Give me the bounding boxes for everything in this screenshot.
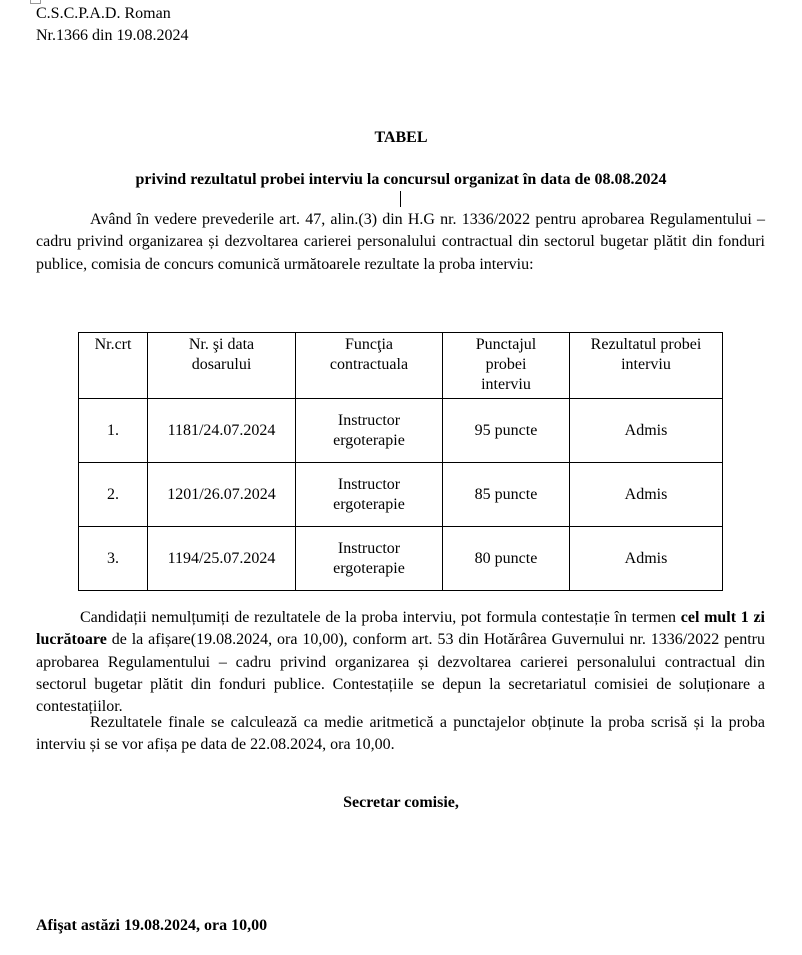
header-punctaj	[443, 333, 570, 399]
institution-name: C.S.C.P.A.D. Roman	[36, 5, 171, 22]
header-functia	[296, 333, 443, 399]
header-dosar	[148, 333, 296, 399]
row-rezultat: Admis	[570, 463, 723, 527]
row-functia	[296, 527, 443, 591]
contest-deadline: cel mult 1 zi lucrătoare	[36, 609, 766, 649]
row-punctaj: 95 puncte	[443, 399, 570, 463]
table-row	[79, 399, 723, 463]
table-header-row	[79, 333, 723, 399]
intro-paragraph: Având în vedere prevederile art. 47, alin.(3) din H.G nr. 1336/2022 pentru aprobarea Regulamentului – cadru privind organizarea și dezvoltarea carierei personalului contractual din sectorul bugetar plătit din fonduri publice, comisia de concurs comunică următoarele rezultate la proba interviu:	[36, 211, 765, 273]
row-nr: 1.	[79, 399, 148, 463]
header-functia-label: Funcţia contractuala	[329, 336, 409, 373]
header-nr: Nr.crt	[79, 333, 148, 399]
row-functia	[296, 399, 443, 463]
row-dosar: 1201/26.07.2024	[148, 463, 296, 527]
contest-text-2: de la afișare(19.08.2024, ora 10,00), conform art. 53 din Hotărârea Guvernului nr. 1336/2022 pentru aprobarea Regulamentului – cadru privind organizarea și dezvoltarea carierei personalului contractual din sectorul bugetar plătit din fonduri publice. Contestațiile se depun la secretariatul comisiei de soluționare a contestațiilor.	[36, 631, 766, 716]
row-functia-label: Instructor ergoterapie	[333, 539, 405, 577]
row-punctaj: 80 puncte	[443, 527, 570, 591]
text-cursor	[400, 191, 401, 207]
table-row	[79, 463, 723, 527]
document-subtitle: privind rezultatul probei interviu la concursul organizat în data de 08.08.2024	[135, 171, 667, 188]
posted-date: Afişat astăzi 19.08.2024, ora 10,00	[36, 917, 268, 934]
document-title: TABEL	[374, 129, 428, 146]
header-dosar-label: Nr. şi data dosarului	[188, 336, 255, 373]
row-dosar: 1194/25.07.2024	[148, 527, 296, 591]
row-functia-label: Instructor ergoterapie	[333, 475, 405, 513]
header-rezultat-label: Rezultatul probei interviu	[590, 336, 702, 373]
table-row	[79, 527, 723, 591]
results-table	[78, 332, 723, 591]
row-functia-label: Instructor ergoterapie	[333, 411, 405, 449]
row-rezultat: Admis	[570, 527, 723, 591]
header-punctaj-label: Punctajul probei interviu	[475, 336, 537, 393]
registration-number: Nr.1366 din 19.08.2024	[36, 27, 189, 44]
contest-paragraph	[36, 607, 765, 718]
row-nr: 3.	[79, 527, 148, 591]
row-dosar: 1181/24.07.2024	[148, 399, 296, 463]
final-results-paragraph: Rezultatele finale se calculează ca medie aritmetică a punctajelor obținute la proba scrisă și la proba interviu și se vor afișa pe data de 22.08.2024, ora 10,00.	[36, 714, 765, 754]
signature-label: Secretar comisie,	[343, 794, 459, 811]
row-functia	[296, 463, 443, 527]
contest-text-1: Candidații nemulțumiți de rezultatele de la proba interviu, pot formula contestație în termen	[80, 609, 677, 626]
row-rezultat: Admis	[570, 399, 723, 463]
row-nr: 2.	[79, 463, 148, 527]
row-punctaj: 85 puncte	[443, 463, 570, 527]
header-rezultat	[570, 333, 723, 399]
